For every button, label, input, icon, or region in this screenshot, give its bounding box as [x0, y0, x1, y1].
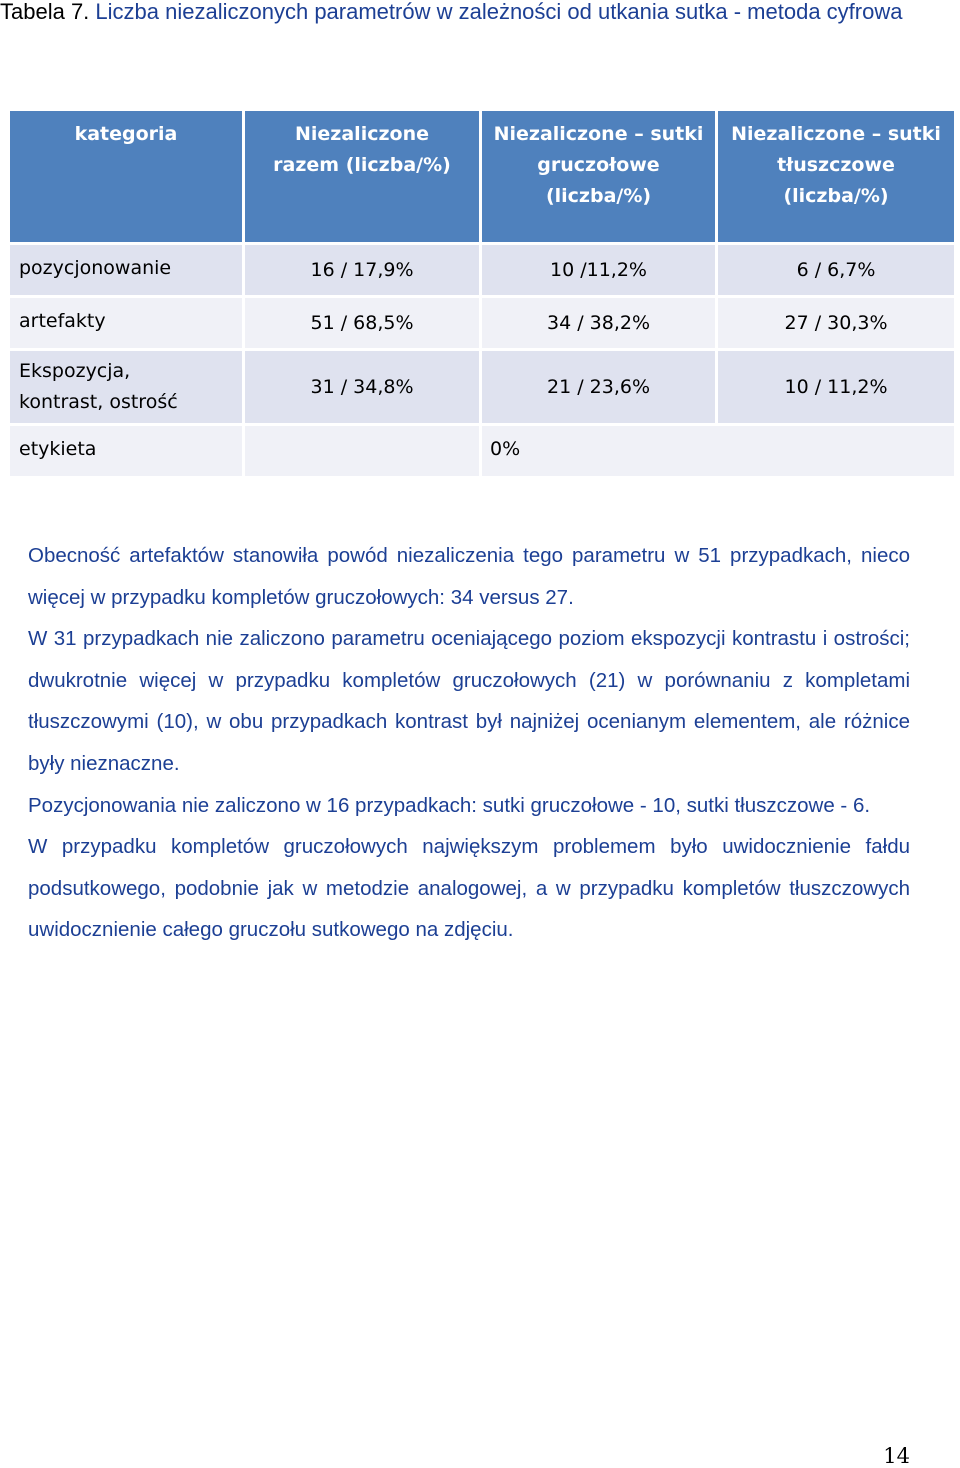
header-fatty: [717, 110, 956, 244]
results-table: [7, 108, 957, 479]
table-header-row: [9, 110, 956, 244]
header-total-label: Niezaliczone razem (liczba/%): [273, 123, 451, 176]
row-total: 51 / 68,5%: [244, 297, 481, 350]
table-row: [9, 297, 956, 350]
row-empty-cell: [244, 425, 481, 478]
header-glandular-label: Niezaliczone – sutki gruczołowe (liczba/%): [493, 123, 704, 207]
row-glandular: 10 /11,2%: [481, 244, 717, 297]
row-fatty: 27 / 30,3%: [717, 297, 956, 350]
row-total: 31 / 34,8%: [244, 350, 481, 425]
caption-text: Liczba niezaliczonych parametrów w zależności od utkania sutka - metoda cyfrowa: [95, 0, 903, 24]
table-row: [9, 244, 956, 297]
header-fatty-label: Niezaliczone – sutki tłuszczowe (liczba/%): [731, 123, 941, 207]
table-caption: [0, 0, 940, 26]
page-number: 14: [883, 1444, 910, 1468]
row-category: artefakty: [9, 297, 244, 350]
caption-label: Tabela 7.: [0, 0, 90, 24]
row-glandular: 34 / 38,2%: [481, 297, 717, 350]
paragraph-positioning: Pozycjonowania nie zaliczono w 16 przypadkach: sutki gruczołowe - 10, sutki tłuszczowe - 6.: [28, 793, 871, 817]
row-fatty: 10 / 11,2%: [717, 350, 956, 425]
paragraph-artifacts: Obecność artefaktów stanowiła powód niezaliczenia tego parametru w 51 przypadkach, nieco więcej w przypadku kompletów gruczołowych: 34 versus 27.: [28, 544, 910, 609]
row-category-line1: Ekspozycja,: [19, 360, 131, 382]
table-row: [9, 425, 956, 478]
paragraph-exposure: W 31 przypadkach nie zaliczono parametru oceniającego poziom ekspozycji kontrastu i ostrości; dwukrotnie więcej w przypadku kompletów gruczołowych (21) w porównaniu z kompletami tłuszczowymi (10), w obu przypadkach kontrast był najniżej ocenianym elementem, ale różnice były nieznaczne.: [28, 627, 910, 775]
row-total: 16 / 17,9%: [244, 244, 481, 297]
row-category: [9, 350, 244, 425]
table-row: [9, 350, 956, 425]
row-glandular: 21 / 23,6%: [481, 350, 717, 425]
header-glandular: [481, 110, 717, 244]
row-category: pozycjonowanie: [9, 244, 244, 297]
row-fatty: 6 / 6,7%: [717, 244, 956, 297]
header-category: kategoria: [9, 110, 244, 244]
row-category-line2: kontrast, ostrość: [19, 391, 178, 413]
row-merged-value: 0%: [481, 425, 956, 478]
paragraph-glandular-problems: W przypadku kompletów gruczołowych największym problemem było uwidocznienie fałdu podsutkowego, podobnie jak w metodzie analogowej, a w przypadku kompletów tłuszczowych uwidocznienie całego gruczołu sutkowego na zdjęciu.: [28, 835, 910, 942]
header-total: [244, 110, 481, 244]
row-category: etykieta: [9, 425, 244, 478]
body-text: [28, 535, 910, 951]
